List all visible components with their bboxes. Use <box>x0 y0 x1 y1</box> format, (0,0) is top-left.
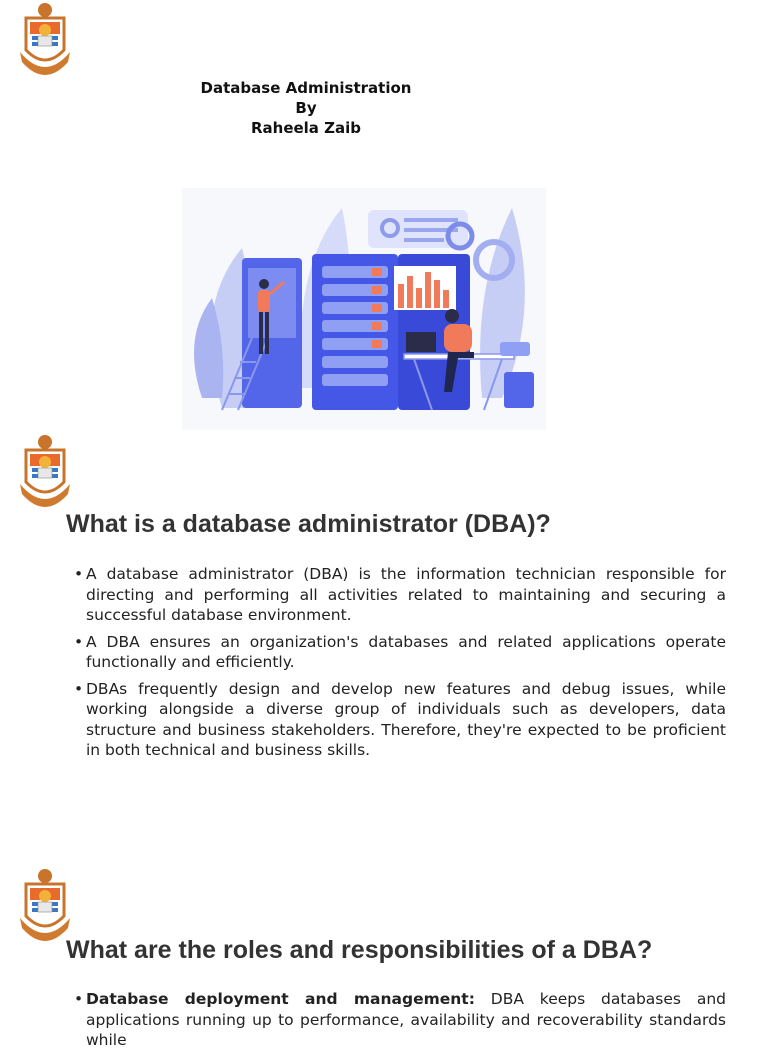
bullet-marker: • <box>74 632 84 651</box>
list-item <box>74 564 726 626</box>
bullet-list <box>74 989 726 1057</box>
list-item <box>74 989 726 1051</box>
cover-author: Raheela Zaib <box>250 119 362 137</box>
dba-definition-slide <box>0 432 768 862</box>
list-item <box>74 679 726 761</box>
dba-roles-slide <box>0 866 768 1049</box>
bullet-text: DBA keeps databases and applications running up to performance, availability and recoverability standards while <box>86 990 726 1049</box>
bullet-text: DBAs frequently design and develop new features and debug issues, while working alongside a diverse group of individuals such as developers, data structure and business stakeholders. Therefore, they're expected to be proficient in both technical and business skills. <box>86 679 726 759</box>
bullet-text: A database administrator (DBA) is the information technician responsible for directing and performing all activities related to maintaining and securing a successful database environment. <box>86 565 726 624</box>
cover-title <box>190 78 422 138</box>
cover-title-line1: Database Administration <box>200 79 412 97</box>
bullet-marker: • <box>74 990 84 1008</box>
bullet-marker: • <box>74 565 84 583</box>
university-crest-icon <box>18 866 72 944</box>
bullet-bold-lead: Database deployment and management: <box>86 990 475 1008</box>
cover-title-line2: By <box>295 99 317 117</box>
list-item <box>74 632 726 673</box>
university-crest-icon <box>18 432 72 510</box>
bullet-text: A DBA ensures an organization's databases and related applications operate functionally and efficiently. <box>86 632 726 671</box>
slide-heading: What are the roles and responsibilities of a DBA? <box>66 936 653 964</box>
slide-heading: What is a database administrator (DBA)? <box>66 510 551 538</box>
bullet-list <box>74 564 726 767</box>
cover-slide <box>0 0 768 440</box>
university-crest-icon <box>18 0 72 78</box>
bullet-marker: • <box>74 679 84 698</box>
server-room-illustration-icon <box>182 188 546 430</box>
